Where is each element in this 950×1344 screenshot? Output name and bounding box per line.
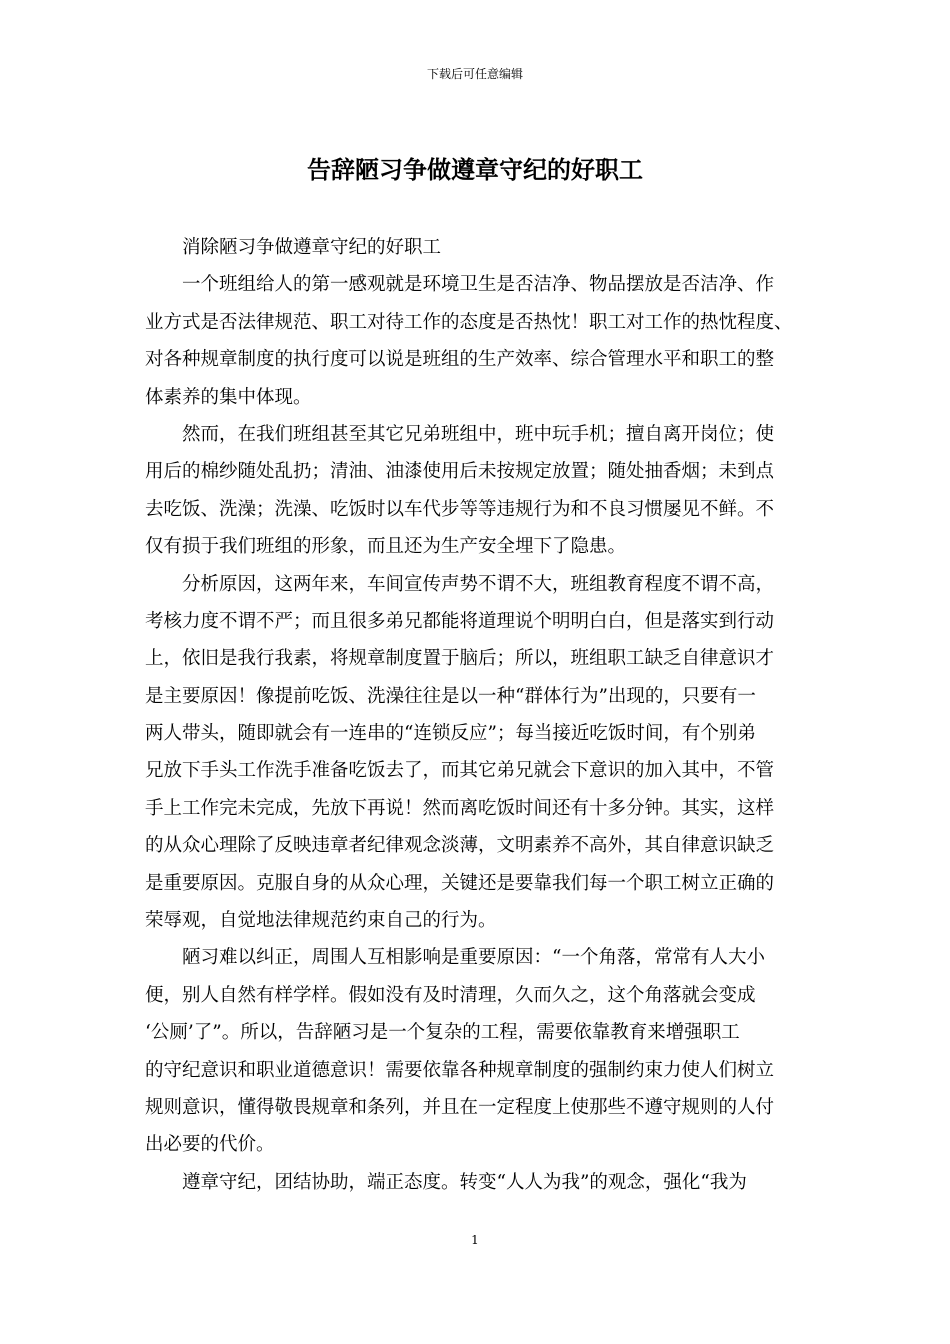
text-line: 一个班组给人的第一感观就是环境卫生是否洁净、物品摆放是否洁净、作 [182, 274, 775, 296]
text-line: 考核力度不谓不严；而且很多弟兄都能将道理说个明明白白，但是落实到行动 [145, 610, 775, 632]
text-line: 去吃饭、洗澡；洗澡、吃饭时以车代步等等违规行为和不良习惯屡见不鲜。不 [145, 498, 775, 520]
paragraph-analysis [145, 566, 811, 940]
paragraph-discipline [145, 1164, 811, 1201]
text-line: 荣辱观，自觉地法律规范约束自己的行为。 [145, 910, 497, 932]
text-line: 消除陋习争做遵章守纪的好职工 [182, 237, 442, 258]
text-line: 出必要的代价。 [145, 1134, 275, 1156]
text-line: 用后的棉纱随处乱扔；清油、油漆使用后未按规定放置；随处抽香烟；未到点 [145, 461, 775, 483]
text-line: 两人带头，随即就会有一连串的“连锁反应”；每当接近吃饭时间，有个别弟 [145, 723, 756, 745]
page-number: 1 [471, 1233, 479, 1247]
document-body [145, 229, 811, 1201]
text-line: 手上工作完未完成，先放下再说！然而离吃饭时间还有十多分钟。其实，这样 [145, 797, 775, 819]
text-line: 是主要原因！像提前吃饭、洗澡往往是以一种“群体行为”出现的，只要有一 [145, 685, 756, 707]
text-line: 仅有损于我们班组的形象，而且还为生产安全埋下了隐患。 [145, 536, 627, 558]
text-line: 分析原因，这两年来，车间宣传声势不谓不大，班组教育程度不谓不高， [182, 573, 775, 595]
header-note: 下载后可任意编辑 [426, 67, 523, 81]
text-line: 便，别人自然有样学样。假如没有及时清理，久而久之，这个角落就会变成 [145, 984, 756, 1006]
paragraph-violations [145, 416, 811, 566]
text-line: 规则意识，懂得敬畏规章和条列，并且在一定程度上使那些不遵守规则的人付 [145, 1096, 775, 1118]
text-line: 的守纪意识和职业道德意识！需要依靠各种规章制度的强制约束力使人们树立 [145, 1059, 775, 1081]
text-line: 业方式是否法律规范、职工对待工作的态度是否热忱！职工对工作的热忱程度、 [145, 311, 793, 333]
document-title: 告辞陋习争做遵章守纪的好职工 [307, 155, 643, 184]
text-line: 陋习难以纠正，周围人互相影响是重要原因：“一个角落，常常有人大小 [182, 947, 765, 969]
text-line: 上，依旧是我行我素，将规章制度置于脑后；所以，班组职工缺乏自律意识才 [145, 648, 775, 670]
text-line: 体素养的集中体现。 [145, 386, 312, 408]
paragraph-first-impression [145, 266, 811, 416]
paragraph-subtitle [145, 229, 811, 266]
text-line: ‘公厕’了”。所以，告辞陋习是一个复杂的工程，需要依靠教育来增强职工 [145, 1022, 740, 1044]
text-line: 然而，在我们班组甚至其它兄弟班组中，班中玩手机；擅自离开岗位；使 [182, 423, 775, 445]
text-line: 遵章守纪，团结协助，端正态度。转变“人人为我”的观念，强化“我为 [182, 1171, 747, 1193]
text-line: 对各种规章制度的执行度可以说是班组的生产效率、综合管理水平和职工的整 [145, 349, 775, 371]
paragraph-influence [145, 939, 811, 1163]
text-line: 兄放下手头工作洗手准备吃饭去了，而其它弟兄就会下意识的加入其中，不管 [145, 760, 775, 782]
text-line: 是重要原因。克服自身的从众心理，关键还是要靠我们每一个职工树立正确的 [145, 872, 775, 894]
text-line: 的从众心理除了反映违章者纪律观念淡薄，文明素养不高外，其自律意识缺乏 [145, 835, 775, 857]
